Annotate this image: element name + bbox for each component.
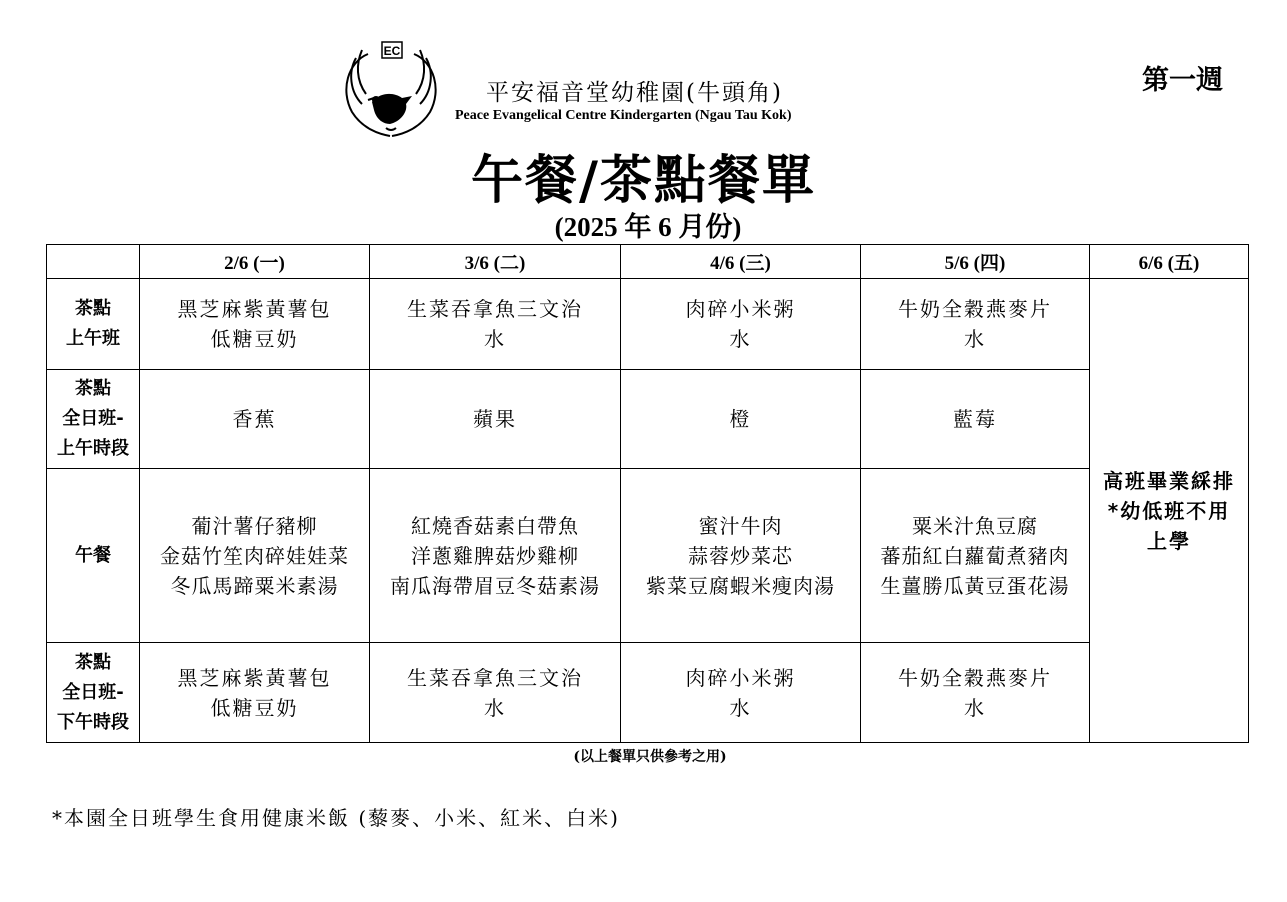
row-label-line: 上午時段 [57, 438, 129, 459]
logo-badge-text: EC [383, 44, 401, 58]
menu-cell [861, 469, 1090, 643]
friday-note-line: 上學 [1147, 528, 1191, 553]
menu-item: 紫菜豆腐蝦米瘦肉湯 [646, 573, 835, 598]
table-header-row [47, 245, 1249, 279]
menu-cell [861, 370, 1090, 469]
month-subtitle: (2025 年 6 月份) [554, 212, 742, 242]
row-label [47, 370, 140, 469]
school-logo [338, 40, 444, 140]
page-title: 午餐/茶點餐單 [471, 151, 816, 211]
menu-item: 紅燒香菇素白帶魚 [411, 513, 579, 538]
menu-item: 肉碎小米粥 [685, 297, 796, 321]
menu-item: 洋蔥雞脾菇炒雞柳 [411, 543, 579, 568]
menu-item: 水 [484, 327, 506, 351]
menu-cell [621, 469, 861, 643]
menu-item: 黑芝麻紫黃薯包 [177, 297, 332, 321]
row-label [47, 279, 140, 370]
menu-item: 牛奶全穀燕麥片 [898, 665, 1052, 690]
school-name-en: Peace Evangelical Centre Kindergarten (Ngau Tau Kok) [455, 108, 792, 123]
menu-item: 蕃茄紅白蘿蔔煮豬肉 [880, 543, 1070, 568]
menu-item: 低糖豆奶 [210, 327, 299, 351]
row-label [47, 643, 140, 743]
week-label: 第一週 [1142, 65, 1223, 96]
menu-cell [140, 643, 370, 743]
menu-item: 水 [964, 327, 986, 351]
menu-cell [140, 279, 370, 370]
row-label-line: 茶點 [75, 378, 111, 399]
school-name-zh: 平安福音堂幼稚園(牛頭角) [486, 80, 783, 106]
menu-item: 蘋果 [473, 407, 517, 431]
menu-cell [140, 370, 370, 469]
header-date-cell: 4/6 (三) [621, 245, 861, 279]
menu-item: 水 [484, 695, 506, 720]
menu-cell [861, 279, 1090, 370]
menu-cell [621, 643, 861, 743]
menu-cell [621, 370, 861, 469]
menu-cell [370, 279, 621, 370]
header-corner-cell [47, 245, 140, 279]
menu-item: 蜜汁牛肉 [698, 513, 783, 538]
menu-cell [370, 643, 621, 743]
menu-cell [621, 279, 861, 370]
menu-item: 生薑勝瓜黃豆蛋花湯 [880, 573, 1070, 598]
menu-item: 黑芝麻紫黃薯包 [177, 665, 332, 690]
row-label-line: 全日班- [62, 408, 124, 429]
header-date-cell: 5/6 (四) [861, 245, 1090, 279]
header-date-cell: 2/6 (一) [140, 245, 370, 279]
menu-item: 橙 [729, 407, 752, 431]
menu-item: 香蕉 [232, 407, 277, 431]
menu-cell [370, 370, 621, 469]
friday-note-line: *幼低班不用 [1107, 498, 1231, 523]
table-row [47, 370, 1249, 469]
menu-item: 生菜吞拿魚三文治 [407, 665, 583, 690]
table-row [47, 469, 1249, 643]
row-label-line: 茶點 [75, 651, 111, 673]
row-label-line: 午餐 [75, 544, 111, 566]
header-date-cell: 6/6 (五) [1090, 245, 1249, 279]
menu-item: 南瓜海帶眉豆冬菇素湯 [390, 573, 600, 598]
menu-item: 蒜蓉炒菜芯 [688, 543, 793, 568]
menu-cell [140, 469, 370, 643]
menu-item: 葡汁薯仔豬柳 [191, 513, 318, 538]
friday-note-cell [1090, 279, 1249, 743]
menu-cell [370, 469, 621, 643]
row-label-line: 茶點 [75, 298, 111, 319]
row-label-line: 上午班 [66, 328, 120, 349]
header-date-cell: 3/6 (二) [370, 245, 621, 279]
menu-cell [861, 643, 1090, 743]
menu-item: 水 [964, 695, 986, 720]
menu-item: 低糖豆奶 [210, 695, 299, 720]
menu-item: 肉碎小米粥 [685, 665, 796, 690]
menu-table [46, 244, 1249, 743]
row-label-line: 全日班- [62, 681, 124, 703]
menu-item: 冬瓜馬蹄粟米素湯 [170, 573, 339, 598]
row-label-line: 下午時段 [57, 711, 129, 733]
menu-item: 藍莓 [953, 407, 997, 431]
table-row [47, 279, 1249, 370]
menu-item: 生菜吞拿魚三文治 [407, 297, 583, 321]
rice-footnote: *本園全日班學生食用健康米飯 (藜麥、小米、紅米、白米) [52, 806, 620, 830]
menu-item: 金菇竹笙肉碎娃娃菜 [160, 543, 349, 568]
menu-item: 牛奶全穀燕麥片 [898, 297, 1052, 321]
menu-item: 水 [729, 695, 752, 720]
row-label [47, 469, 140, 643]
table-row [47, 643, 1249, 743]
reference-note: (以上餐單只供參考之用) [573, 749, 727, 765]
friday-note-line: 高班畢業綵排 [1103, 468, 1235, 493]
menu-item: 水 [729, 327, 752, 351]
menu-item: 粟米汁魚豆腐 [912, 513, 1038, 538]
